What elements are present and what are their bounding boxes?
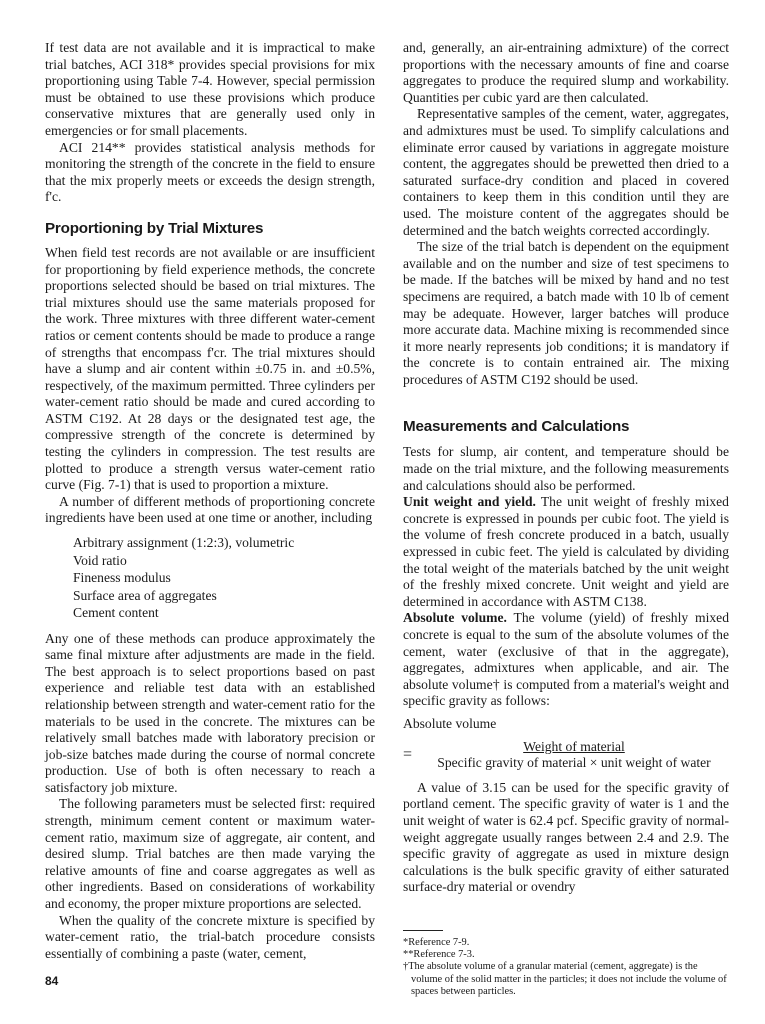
paragraph: The following parameters must be selected first: required strength, minimum cement content or maximum water-cement ratio, maximum size of aggregate, air content, and desired slump. Trial batches are then made varying the relative amounts of fine and coarse aggregates as well as other ingredients. Based on considerations of workability and economy, the proper mixture proportions are selected. — [45, 796, 375, 912]
footnote: †The absolute volume of a granular material (cement, aggregate) is the volume of the solid matter in the particles; it does not include the volume of spaces between particles. — [403, 961, 727, 997]
formula-label: Absolute volume — [403, 715, 497, 731]
list-item: Surface area of aggregates — [73, 587, 217, 603]
left-column — [45, 40, 375, 962]
absolute-volume-formula — [403, 739, 729, 772]
run-in-heading: Absolute volume. — [403, 610, 507, 626]
section-heading: Measurements and Calculations — [403, 418, 630, 436]
paragraph: and, generally, an air-entraining admixture) of the correct proportions with the necessary amounts of fine and coarse aggregates to produce the required slump and workability. Quantities per cubic yard are then calculated. — [403, 40, 729, 105]
footnote-rule — [403, 930, 443, 931]
numerator: Weight of material — [523, 738, 625, 754]
paragraph: Tests for slump, air content, and temperature should be made on the trial mixture, and the following measurements and calculations should also be performed. — [403, 444, 729, 493]
paragraph: A number of different methods of proportioning concrete ingredients have been used at one time or another, including — [45, 493, 375, 526]
list-item: Arbitrary assignment (1:2:3), volumetric — [73, 535, 295, 551]
fraction — [419, 739, 729, 772]
paragraph: The size of the trial batch is dependent on the equipment available and on the number and size of test specimens to be made. If the batches will be mixed by hand and no test specimens are required, a batch made with 10 lb of cement may be adequate. However, larger batches will produce more accurate data. Machine mixing is recommended since it more nearly represents job conditions; it is mandatory if the concrete is to contain entrained air. The mixing procedures of ASTM C192 should be used. — [403, 239, 729, 387]
paragraph-text: The unit weight of freshly mixed concrete is expressed in pounds per cubic foot. The yield is the volume of fresh concrete produced in a batch, usually expressed in cubic feet. The yield is calculated by dividing the total weight of the materials batched by the unit weight of the freshly mixed concrete. Unit weight and yield are determined in accordance with ASTM C138. — [403, 494, 729, 609]
list-item: Fineness modulus — [73, 570, 171, 586]
right-column — [403, 40, 729, 998]
page-number: 84 — [45, 974, 59, 988]
equals-sign: = — [403, 745, 413, 763]
paragraph: Any one of these methods can produce approximately the same final mixture after adjustments are made in the field. The best approach is to select proportions based on past experience and reliable test data with an established relationship between strength and water-cement ratio for the materials to be used in the concrete. The mixtures can be relatively small batches made with laboratory precision or job-size batches made during the course of normal concrete production. Use of both is often necessary to reach a satisfactory job mixture. — [45, 630, 375, 795]
paragraph — [403, 494, 729, 610]
footnote: **Reference 7-3. — [403, 949, 475, 961]
list-item: Void ratio — [73, 552, 127, 568]
paragraph: ACI 214** provides statistical analysis methods for monitoring the strength of the concrete in the field to ensure that the mix properly meets or exceeds the design strength, f'c. — [45, 139, 375, 205]
list-item: Cement content — [73, 605, 159, 621]
paragraph: When the quality of the concrete mixture is specified by water-cement ratio, the trial-batch procedure consists essentially of combining a paste (water, cement, — [45, 912, 375, 961]
paragraph: If test data are not available and it is impractical to make trial batches, ACI 318* provides special provisions for mix proportioning using Table 7-4. However, special permission must be obtained to use these provisions which produce conservative mixtures that are generally used only in emergencies or for small placements. — [45, 40, 375, 138]
run-in-heading: Unit weight and yield. — [403, 494, 536, 510]
paragraph: When field test records are not available or are insufficient for proportioning by field experience methods, the concrete proportions selected should be based on trial mixtures. The trial mixtures should use the same materials proposed for the work. Three mixtures with three different water-cement ratios or cement contents should be made to produce a range of strengths that encompass f'cr. The trial mixtures should have a slump and air content within ±0.75 in. and ±0.5%, respectively, of the maximum permitted. Three cylinders per water-cement ratio should be made and cured according to ASTM C192. At 28 days or the designated test age, the compressive strength of the concrete is determined by testing the cylinders in compression. The test results are plotted to produce a strength versus water-cement ratio curve (Fig. 7-1) that is used to proportion a mixture. — [45, 244, 375, 493]
paragraph — [403, 610, 729, 710]
paragraph: Representative samples of the cement, water, aggregates, and admixtures must be used. To simplify calculations and eliminate error caused by variations in aggregate moisture content, the aggregates should be prewetted then dried to a saturated surface-dry condition and placed in covered containers to keep them in this condition until they are used. The moisture content of the aggregates should be determined and the batch weights corrected accordingly. — [403, 106, 729, 238]
paragraph: A value of 3.15 can be used for the specific gravity of portland cement. The specific gravity of water is 1 and the unit weight of water is 62.4 pcf. Specific gravity of normal-weight aggregate usually ranges between 2.4 and 2.9. The specific gravity of aggregate as used in mixture design calculations is the bulk specific gravity of either saturated surface-dry material or ovendry — [403, 779, 729, 895]
methods-list — [45, 534, 375, 622]
footnotes — [403, 937, 729, 998]
paragraph-text: The volume (yield) of freshly mixed concrete is equal to the sum of the absolute volumes of the cement, water (exclusive of that in the aggregate), aggregates, admixtures when applicable, and air. The absolute volume† is computed from a material's weight and specific gravity as follows: — [403, 610, 729, 709]
denominator: Specific gravity of material × unit weight of water — [437, 755, 711, 771]
section-heading: Proportioning by Trial Mixtures — [45, 219, 264, 237]
footnote: *Reference 7-9. — [403, 936, 470, 948]
